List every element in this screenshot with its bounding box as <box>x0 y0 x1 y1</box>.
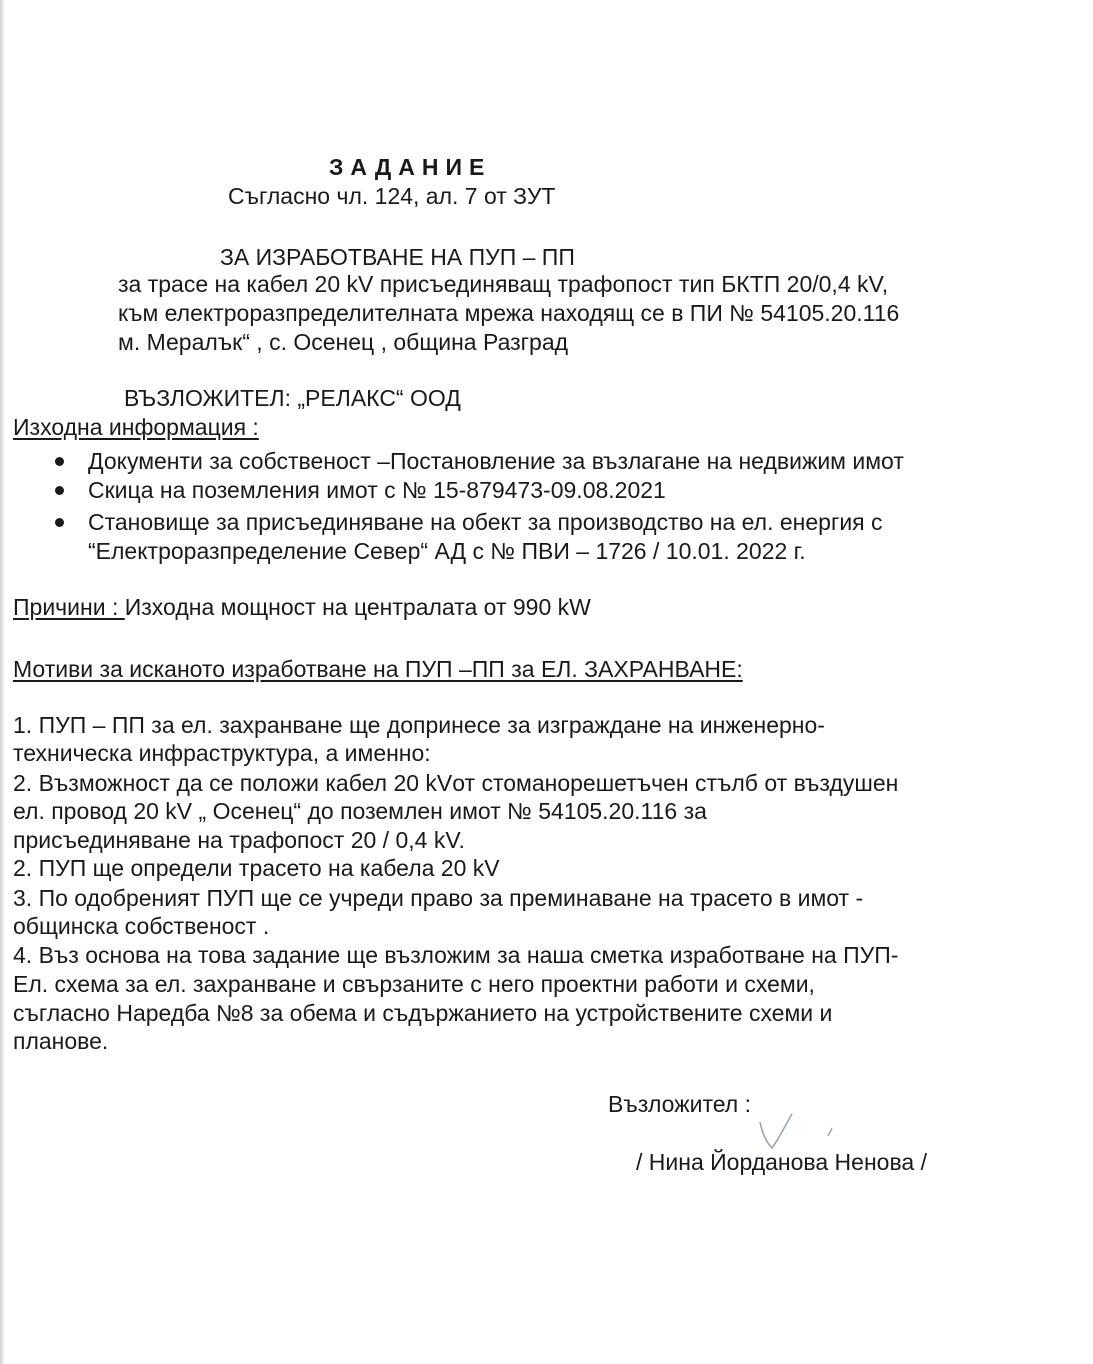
motives-line: планове. <box>13 1028 109 1054</box>
motives-line: съгласно Наредба №8 за обема и съдържанието на устройствените схеми и <box>13 1000 833 1026</box>
motives-heading: Мотиви за исканото изработване на ПУП –ПП за ЕЛ. ЗАХРАНВАНЕ: <box>13 656 743 682</box>
purpose-heading: ЗА ИЗРАБОТВАНЕ НА ПУП – ПП <box>220 244 575 270</box>
doc-title: ЗАДАНИЕ <box>329 154 492 180</box>
source-heading: Изходна информация : <box>13 414 259 440</box>
bullet-icon <box>55 518 64 527</box>
motives-line: 2. Възможност да се положи кабел 20 kVот стоманорешетъчен стълб от въздушен <box>13 770 899 796</box>
purpose-line: м. Мералък“ , с. Осенец , община Разград <box>118 329 569 355</box>
signature-label: Възложител : <box>608 1091 751 1117</box>
motives-line: ел. провод 20 kV „ Осенец“ до поземлен имот № 54105.20.116 за <box>13 798 707 824</box>
motives-line: общинска собственост . <box>13 913 270 939</box>
source-item-continued: “Електроразпределение Север“ АД с № ПВИ – 1726 / 10.01. 2022 г. <box>88 538 806 564</box>
bullet-icon <box>55 486 64 495</box>
purpose-line: за трасе на кабел 20 kV присъединяващ трафопост тип БКТП 20/0,4 kV, <box>118 271 889 297</box>
purpose-line: към електроразпределителната мрежа находящ се в ПИ № 54105.20.116 <box>118 300 900 326</box>
motives-line: 2. ПУП ще определи трасето на кабела 20 kV <box>13 855 500 881</box>
motives-line: техническа инфраструктура, а именно: <box>13 740 431 766</box>
signatory-name: / Нина Йорданова Ненова / <box>636 1149 927 1175</box>
source-item: Становище за присъединяване на обект за производство на ел. енергия с <box>88 509 883 535</box>
motives-line: 3. По одобреният ПУП ще се учреди право за преминаване на трасето в имот - <box>13 885 864 911</box>
scan-edge <box>0 0 5 1364</box>
bullet-icon <box>55 457 64 466</box>
doc-subtitle: Съгласно чл. 124, ал. 7 от ЗУТ <box>228 183 556 209</box>
reasons-line <box>13 593 591 621</box>
motives-line: 4. Въз основа на това задание ще възложим за наша сметка изработване на ПУП- <box>13 942 899 968</box>
reasons-text: Изходна мощност на централата от 990 kW <box>124 594 591 620</box>
source-item: Документи за собственост –Постановление за възлагане на недвижим имот <box>88 448 904 474</box>
motives-line: 1. ПУП – ПП за ел. захранване ще допринесе за изграждане на инженерно- <box>13 712 825 738</box>
assignor: ВЪЗЛОЖИТЕЛ: „РЕЛАКС“ ООД <box>124 385 461 411</box>
motives-line: Ел. схема за ел. захранване и свързаните с него проектни работи и схеми, <box>13 971 815 997</box>
reasons-label: Причини : <box>13 594 125 620</box>
source-item: Скица на поземления имот с № 15-879473-09.08.2021 <box>88 477 666 503</box>
motives-line: присъединяване на трафопост 20 / 0,4 kV. <box>13 827 465 853</box>
